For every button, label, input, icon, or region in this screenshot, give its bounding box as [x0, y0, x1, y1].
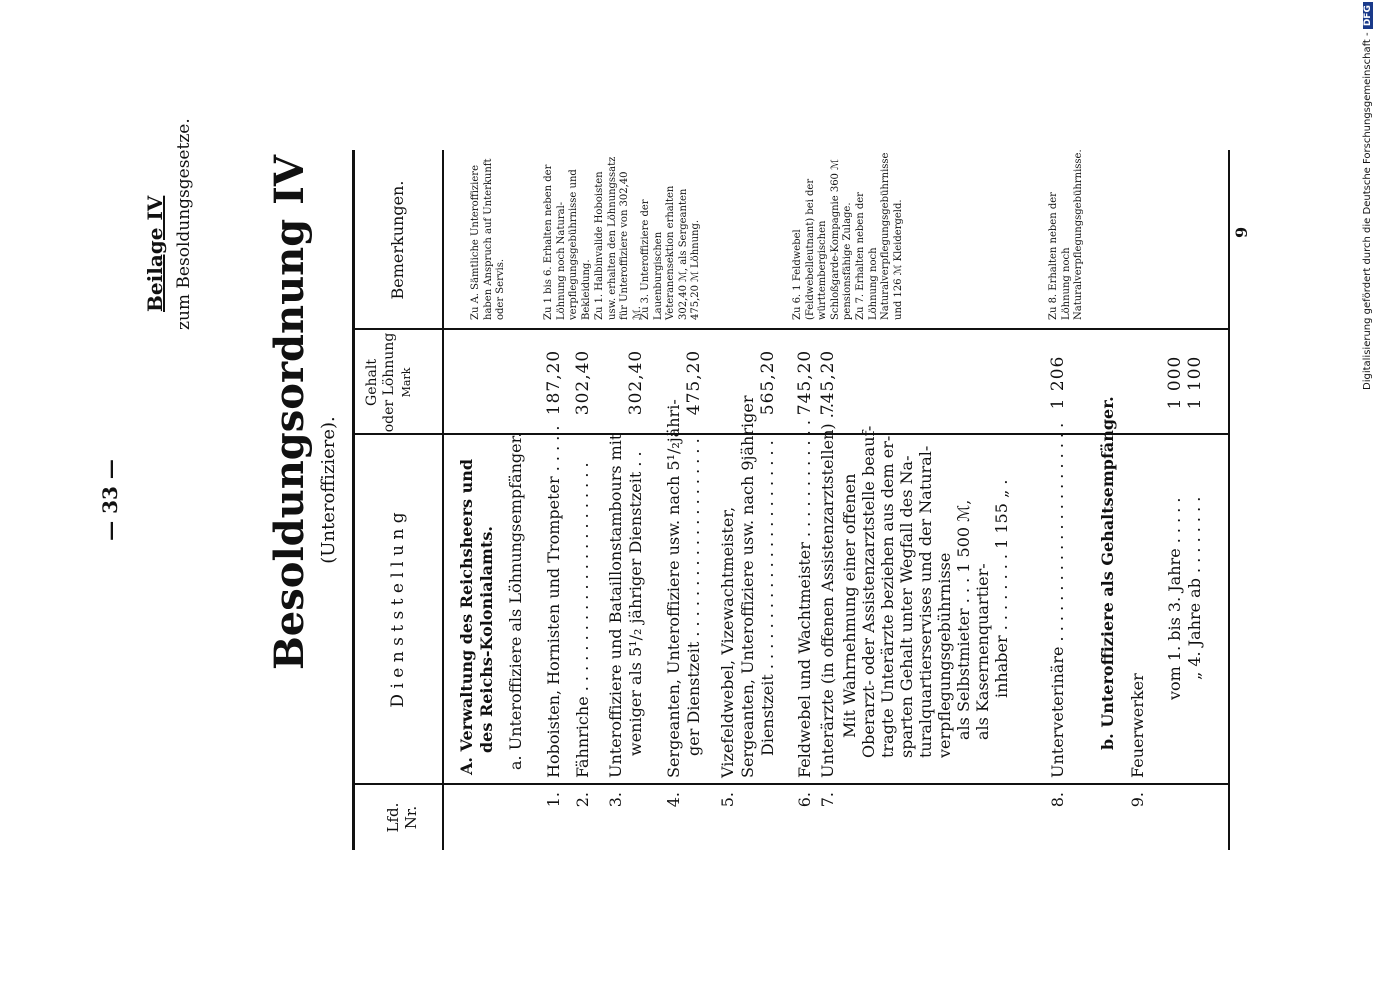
table-header-rule	[442, 150, 444, 850]
header-gehalt: Gehalt oder Löhnung Mark	[364, 332, 413, 433]
row-nr-7: 7.	[818, 792, 837, 808]
row-value-1: 187,20	[544, 349, 564, 416]
digitization-credit: Digitalisierung gefördert durch die Deutsche Forschungsgemeinschaft - DFG	[1362, 2, 1373, 390]
row-7-continuation: Mit Wahrnehmung einer offenen Oberarzt- oder Assistenzarztstelle beauf- tragte Unterärzte beziehen aus dem er- sparten Gehalt unter Wegfall des Na- turalquartierservises und der Natural- verpflegungsgebührnisse als Selbstmieter . . . 1 500 ℳ, als Kasernenquartier- inhaber . . . . . . . . 1 155 „ .	[840, 425, 1011, 758]
row-value-2: 302,40	[573, 349, 593, 416]
row-text-8: Unterveterinäre . . . . . . . . . . . . . . . . . . . . . .	[1048, 422, 1067, 778]
row-value-6: 745,20	[795, 349, 815, 416]
row-nr-1: 1.	[544, 792, 563, 808]
row-value-5: 565,20	[758, 349, 778, 416]
page-title: Besoldungsordnung IV	[266, 155, 313, 670]
row-value-3: 302,40	[626, 349, 646, 416]
supplement-title: Beilage IV	[143, 195, 167, 312]
remark-zu-3: Zu 3. Unteroffiziere der Lauenburgischen Veteranensektion erhalten 302,40 ℳ, als Sergeanten 475,20 ℳ Löhnung.	[640, 185, 701, 320]
row-text-4: Sergeanten, Unteroffiziere usw. nach 5¹/₂jähri- ger Dienstzeit . . . . . . . . . . . . . . . . . . . .	[664, 399, 703, 778]
subsection-b-heading: b. Unteroffiziere als Gehaltsempfänger.	[1098, 396, 1117, 750]
dfg-logo: DFG	[1363, 2, 1373, 29]
table-top-rule	[352, 150, 355, 850]
row-text-1: Hoboisten, Hornisten und Trompeter . . . . .	[544, 425, 563, 778]
header-bemerkungen: Bemerkungen.	[388, 180, 407, 300]
row-nr-9: 9.	[1128, 792, 1147, 808]
row-9-value-2: 1 100	[1185, 355, 1205, 410]
page-number: — 33 —	[98, 459, 122, 541]
row-text-3: Unteroffiziere und Bataillonstambours mit weniger als 5¹/₂ jähriger Dienstzeit . .	[606, 433, 645, 778]
row-nr-2: 2.	[573, 792, 592, 808]
col-divider-3	[355, 329, 1228, 331]
supplement-subtitle: zum Besoldungsgesetze.	[174, 118, 194, 330]
row-value-4: 475,20	[684, 349, 704, 416]
signature-mark: 9	[1232, 226, 1251, 238]
table-bottom-rule	[1228, 150, 1230, 850]
row-nr-6: 6.	[795, 792, 814, 808]
remark-zu-8: Zu 8. Erhalten neben der Löhnung noch Naturalverpflegungsgebührnisse.	[1048, 149, 1084, 320]
remark-zu-1-6: Zu 1 bis 6. Erhalten neben der Löhnung noch Natural-verpflegungsgebührnisse und Bekleidung.	[543, 164, 592, 320]
row-value-7: 745,20	[818, 349, 838, 416]
header-lfd-nr: Lfd. Nr.	[384, 802, 420, 833]
subsection-a-heading: a. Unteroffiziere als Löhnungsempfänger.	[506, 432, 525, 770]
row-text-6: Feldwebel und Wachtmeister . . . . . . . . . . . .	[795, 420, 814, 778]
remark-zu-6: Zu 6. 1 Feldwebel (Feldwebelleutnant) bei der württembergischen Schloßgarde-Kompagnie 360 ℳ pensionsfähige Zulage.	[792, 159, 853, 320]
row-9-value-1: 1 000	[1165, 355, 1185, 410]
row-nr-3: 3.	[606, 792, 625, 808]
row-text-7: Unterärzte (in offenen Assistenzarztstellen) . .	[818, 402, 837, 778]
row-nr-4: 4.	[664, 792, 683, 808]
remark-zu-1: Zu 1. Halbinvalide Hoboisten usw. erhalten den Löhnungssatz für Unteroffiziere von 302,40 ℳ.	[594, 156, 643, 320]
page-subtitle: (Unteroffiziere).	[318, 416, 339, 564]
row-text-2: Fähnriche . . . . . . . . . . . . . . . . . . . . . . .	[573, 462, 592, 778]
row-nr-8: 8.	[1048, 792, 1067, 808]
row-text-5: Vizefeldwebel, Vizewachtmeister, Sergeanten, Unteroffiziere usw. nach 9jähriger Dienstzeit . . . . . . . . . . . . . . . . . . . . . . .	[718, 395, 777, 778]
row-nr-5: 5.	[718, 792, 737, 808]
row-text-9: Feuerwerker	[1128, 673, 1147, 778]
row-9-sub-2: „ 4. Jahre ab . . . . . . . .	[1185, 496, 1204, 680]
section-a-heading: A. Verwaltung des Reichsheers und des Reichs-Kolonialamts.	[457, 458, 496, 775]
row-9-sub-1: vom 1. bis 3. Jahre . . . . .	[1165, 497, 1184, 700]
row-value-8: 1 206	[1048, 355, 1068, 410]
header-dienststellung: D i e n s t s t e l l u n g	[388, 512, 408, 708]
col-divider-1	[355, 784, 1228, 786]
remark-zu-a: Zu A. Sämtliche Unteroffiziere haben Anspruch auf Unterkunft oder Servis.	[470, 158, 506, 320]
remark-zu-7: Zu 7. Erhalten neben der Löhnung noch Naturalverpflegungsgebührnisse und 126 ℳ Kleidergeld.	[855, 152, 904, 320]
